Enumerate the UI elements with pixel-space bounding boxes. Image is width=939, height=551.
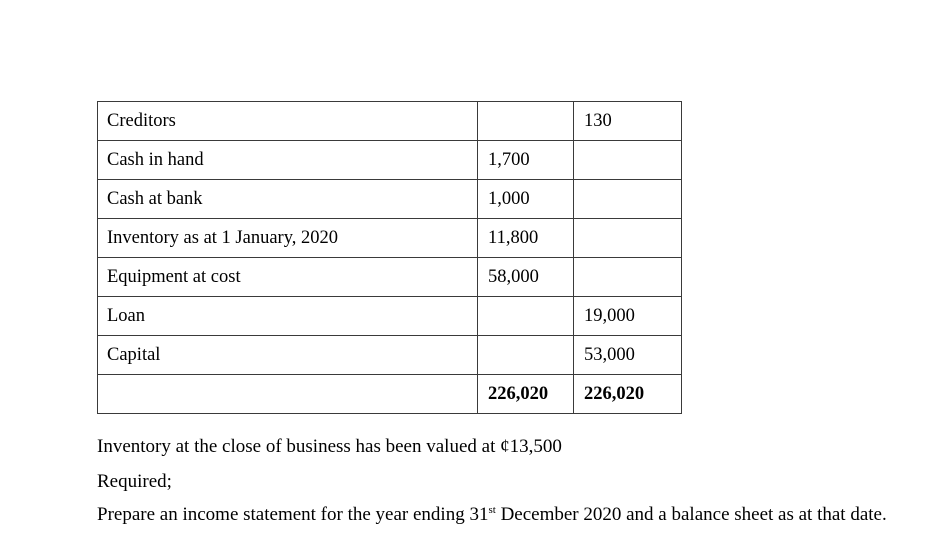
credit-cell	[574, 141, 682, 180]
ordinal-suffix: st	[488, 504, 496, 516]
table-row	[98, 219, 682, 258]
credit-cell	[574, 219, 682, 258]
debit-cell: 1,700	[478, 141, 574, 180]
instruction-text-end: December 2020 and a balance sheet as at that date.	[495, 504, 887, 525]
debit-cell	[478, 297, 574, 336]
inventory-note: Inventory at the close of business has been valued at ¢13,500	[97, 436, 562, 457]
credit-cell: 53,000	[574, 336, 682, 375]
instruction-text-start: Prepare an income statement for the year ending 31	[97, 504, 489, 525]
table-row	[98, 258, 682, 297]
account-name-cell: Loan	[98, 297, 478, 336]
table-row	[98, 141, 682, 180]
table-row	[98, 336, 682, 375]
account-name-cell: Capital	[98, 336, 478, 375]
credit-cell: 19,000	[574, 297, 682, 336]
totals-label-cell	[98, 375, 478, 414]
trial-balance-table	[97, 101, 682, 414]
table-row	[98, 297, 682, 336]
credit-cell	[574, 258, 682, 297]
totals-row	[98, 375, 682, 414]
account-name-cell: Cash at bank	[98, 180, 478, 219]
table-row	[98, 102, 682, 141]
instruction-paragraph	[97, 505, 905, 524]
debit-total-cell: 226,020	[478, 375, 574, 414]
debit-cell: 58,000	[478, 258, 574, 297]
account-name-cell: Creditors	[98, 102, 478, 141]
required-heading: Required;	[97, 471, 172, 492]
table-row	[98, 180, 682, 219]
debit-cell	[478, 336, 574, 375]
credit-cell: 130	[574, 102, 682, 141]
debit-cell: 1,000	[478, 180, 574, 219]
credit-total-cell: 226,020	[574, 375, 682, 414]
account-name-cell: Inventory as at 1 January, 2020	[98, 219, 478, 258]
credit-cell	[574, 180, 682, 219]
debit-cell	[478, 102, 574, 141]
account-name-cell: Cash in hand	[98, 141, 478, 180]
debit-cell: 11,800	[478, 219, 574, 258]
account-name-cell: Equipment at cost	[98, 258, 478, 297]
